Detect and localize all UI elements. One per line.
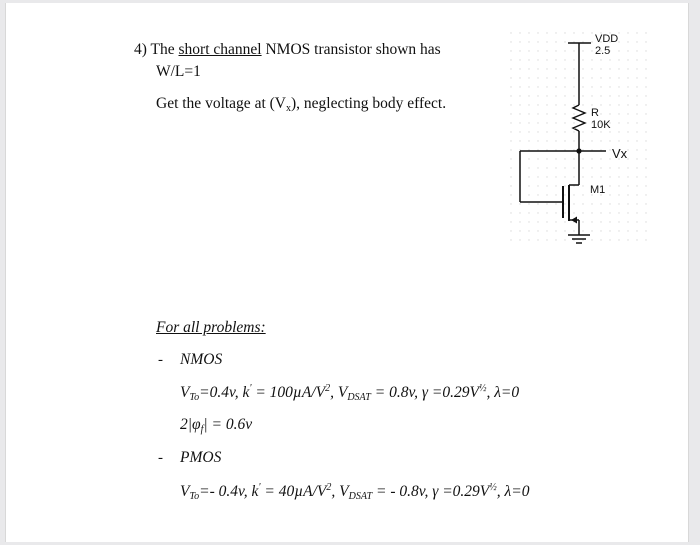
underlined-term: short channel xyxy=(178,41,262,58)
resistor-symbol xyxy=(573,105,585,131)
pmos-params-line: $V_{To}=-$ 0.4v, $k' = 40\mu A/V^2$, $V_{DSAT}$ = - 0.8v, $\gamma =0.29V^{\frac{1}{2}}$, λ=0 xyxy=(180,482,530,502)
nmos-label: NMOS xyxy=(180,351,223,368)
nmos-params-line: $V_{To}=0.4v$, $k' = 100\mu A/V^2$, $V_{DSAT} = 0.8v$, $\gamma =0.29V^{\frac{1}{2}}$, λ=0 xyxy=(180,383,520,403)
nmos-bullet: - xyxy=(158,352,163,368)
problem-line-2: W/L=1 xyxy=(156,63,201,80)
vx-label: Vx xyxy=(612,146,628,161)
ground-symbol xyxy=(568,235,590,243)
resistor-value-label: 10K xyxy=(591,119,611,131)
circuit-schematic xyxy=(6,3,688,263)
document-page xyxy=(5,3,689,542)
transistor-label: M1 xyxy=(590,184,606,196)
params-heading: For all problems: xyxy=(156,319,266,336)
problem-question: Get the voltage at $(V_x)$, neglecting body effect. xyxy=(156,95,447,114)
vdd-value-label: 2.5 xyxy=(595,45,611,57)
pmos-bullet: - xyxy=(158,450,163,466)
problem-number: 4) xyxy=(134,41,147,58)
nmos-phi-line: $2|\varphi_f| = 0.6v$ xyxy=(180,416,253,435)
pmos-label: PMOS xyxy=(180,449,222,466)
vdd-name-label: VDD xyxy=(595,33,619,45)
resistor-name-label: R xyxy=(591,107,599,119)
problem-line-1: 4) The short channel NMOS transistor shown has xyxy=(134,41,441,58)
